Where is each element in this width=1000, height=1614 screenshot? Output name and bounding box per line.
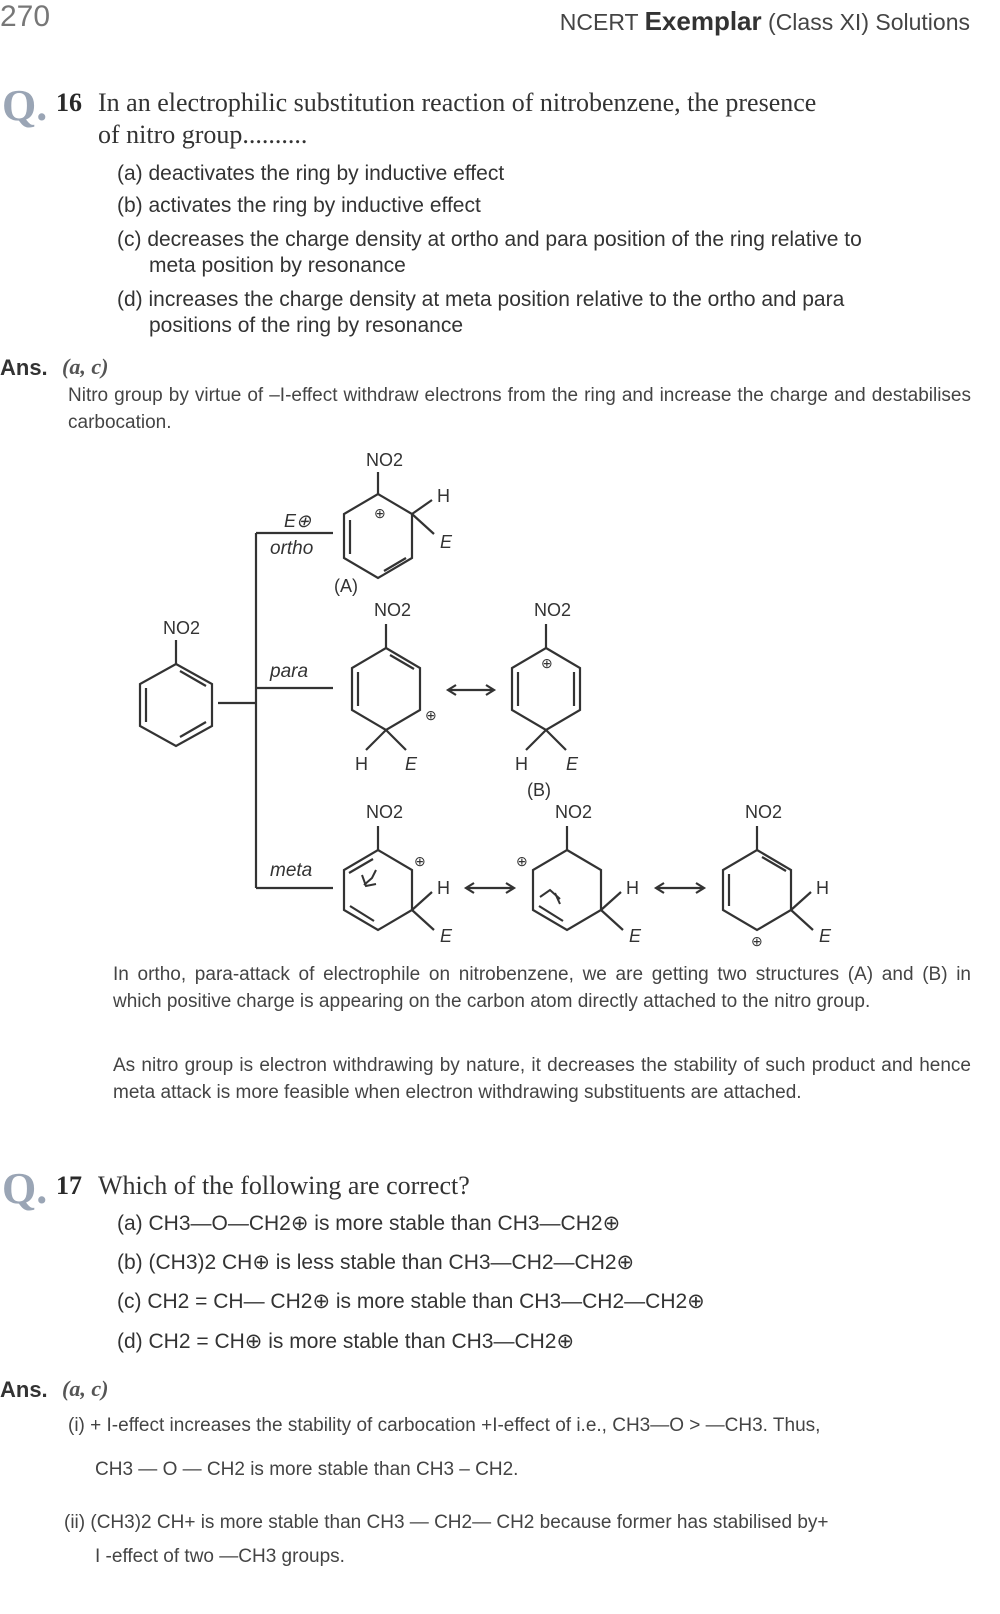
svg-text:⊕: ⊕ [541, 655, 553, 671]
svg-text:E: E [629, 926, 642, 946]
question-17-text: Which of the following are correct? [98, 1171, 470, 1200]
ortho-intermediate-a [334, 450, 453, 596]
question-number-16: 16 [56, 88, 82, 117]
q16-explanation: Nitro group by virtue of –I-effect withdraw electrons from the ring and increase the charge and destabilises carbocation. [68, 385, 971, 433]
svg-text:H: H [437, 878, 450, 898]
book-prefix: NCERT [559, 9, 639, 35]
q16-option-a: (a) deactivates the ring by inductive effect [117, 162, 505, 185]
q17-option-c: (c) CH2 = CH— CH2⊕ is more stable than CH3—CH2—CH2⊕ [117, 1290, 705, 1313]
svg-text:NO2: NO2 [366, 802, 404, 822]
structure-a-label: (A) [334, 576, 358, 596]
svg-text:NO2: NO2 [366, 450, 404, 470]
q16-paragraph-1: In ortho, para-attack of electrophile on nitrobenzene, we are getting two structures (A) and (B) in which positive charge is appearing on the carbon atom directly attached to the nitro group. [113, 964, 971, 1012]
meta-intermediate-3 [723, 802, 832, 949]
svg-text:NO2: NO2 [534, 600, 572, 620]
svg-text:⊕: ⊕ [516, 853, 528, 869]
structure-b-label: (B) [527, 780, 551, 800]
running-header [560, 6, 970, 37]
svg-text:E: E [566, 754, 579, 774]
q16-option-d-cont: positions of the ring by resonance [149, 314, 464, 337]
q16-option-d: (d) increases the charge density at meta position relative to the ortho and para [117, 288, 845, 311]
q17-point-1a: (i) + I-effect increases the stability of carbocation +I-effect of i.e., CH3—O > —CH3. Thus, [68, 1415, 821, 1436]
meta-intermediate-2 [516, 802, 642, 946]
svg-text:H: H [437, 486, 450, 506]
svg-text:E: E [819, 926, 832, 946]
question-16-line1: In an electrophilic substitution reaction of nitrobenzene, the presence [98, 88, 817, 117]
q17-option-a: (a) CH3—O—CH2⊕ is more stable than CH3—CH2⊕ [117, 1212, 621, 1235]
svg-text:E: E [405, 754, 418, 774]
meta-intermediate-1 [344, 802, 453, 946]
nitrobenzene-substitution-diagram [0, 440, 1000, 960]
answer-label-q16: Ans. [0, 355, 48, 380]
para-intermediate-1 [352, 600, 437, 774]
ortho-label: ortho [270, 538, 314, 559]
answer-value-q17: (a, c) [62, 1376, 109, 1401]
q16-option-c: (c) decreases the charge density at ortho and para position of the ring relative to [117, 228, 862, 251]
para-intermediate-b [512, 600, 580, 800]
answer-label-q17: Ans. [0, 1377, 48, 1402]
answer-value-q16: (a, c) [62, 354, 109, 379]
question-number-17: 17 [56, 1171, 82, 1200]
meta-label: meta [270, 860, 313, 881]
q17-point-2a: (ii) (CH3)2 CH+ is more stable than CH3 — CH2— CH2 because former has stabilised by+ [64, 1512, 829, 1533]
electrophile-label: E⊕ [284, 511, 312, 531]
nitrobenzene-structure [140, 618, 212, 746]
svg-text:⊕: ⊕ [414, 853, 426, 869]
svg-text:NO2: NO2 [745, 802, 783, 822]
question-mark-q17: Q. [2, 1164, 48, 1213]
book-suffix: (Class XI) Solutions [768, 9, 970, 35]
book-title-bold: Exemplar [644, 6, 762, 36]
q17-point-1b: CH3 — O — CH2 is more stable than CH3 – CH2. [95, 1459, 519, 1480]
svg-text:E: E [440, 532, 453, 552]
svg-text:⊕: ⊕ [751, 933, 763, 949]
svg-text:H: H [515, 754, 528, 774]
q17-option-d: (d) CH2 = CH⊕ is more stable than CH3—CH2⊕ [117, 1330, 575, 1353]
svg-text:H: H [626, 878, 639, 898]
q17-option-b: (b) (CH3)2 CH⊕ is less stable than CH3—CH2—CH2⊕ [117, 1251, 635, 1274]
para-label: para [270, 661, 309, 682]
svg-text:⊕: ⊕ [425, 707, 437, 723]
q16-option-b: (b) activates the ring by inductive effect [117, 194, 481, 217]
svg-text:H: H [816, 878, 829, 898]
no2-label: NO2 [163, 618, 201, 638]
svg-text:⊕: ⊕ [374, 505, 386, 521]
question-mark-q16: Q. [2, 81, 48, 130]
q16-paragraph-2: As nitro group is electron withdrawing by nature, it decreases the stability of such product and hence meta attack is more feasible when electron withdrawing substituents are attached. [113, 1055, 971, 1103]
q16-option-c-cont: meta position by resonance [149, 254, 406, 277]
q17-point-2b: I -effect of two —CH3 groups. [95, 1546, 345, 1567]
svg-text:H: H [355, 754, 368, 774]
svg-text:E: E [440, 926, 453, 946]
page-number: 270 [0, 0, 51, 33]
svg-text:NO2: NO2 [374, 600, 412, 620]
question-16-line2: of nitro group.......... [98, 120, 308, 149]
svg-text:NO2: NO2 [555, 802, 593, 822]
